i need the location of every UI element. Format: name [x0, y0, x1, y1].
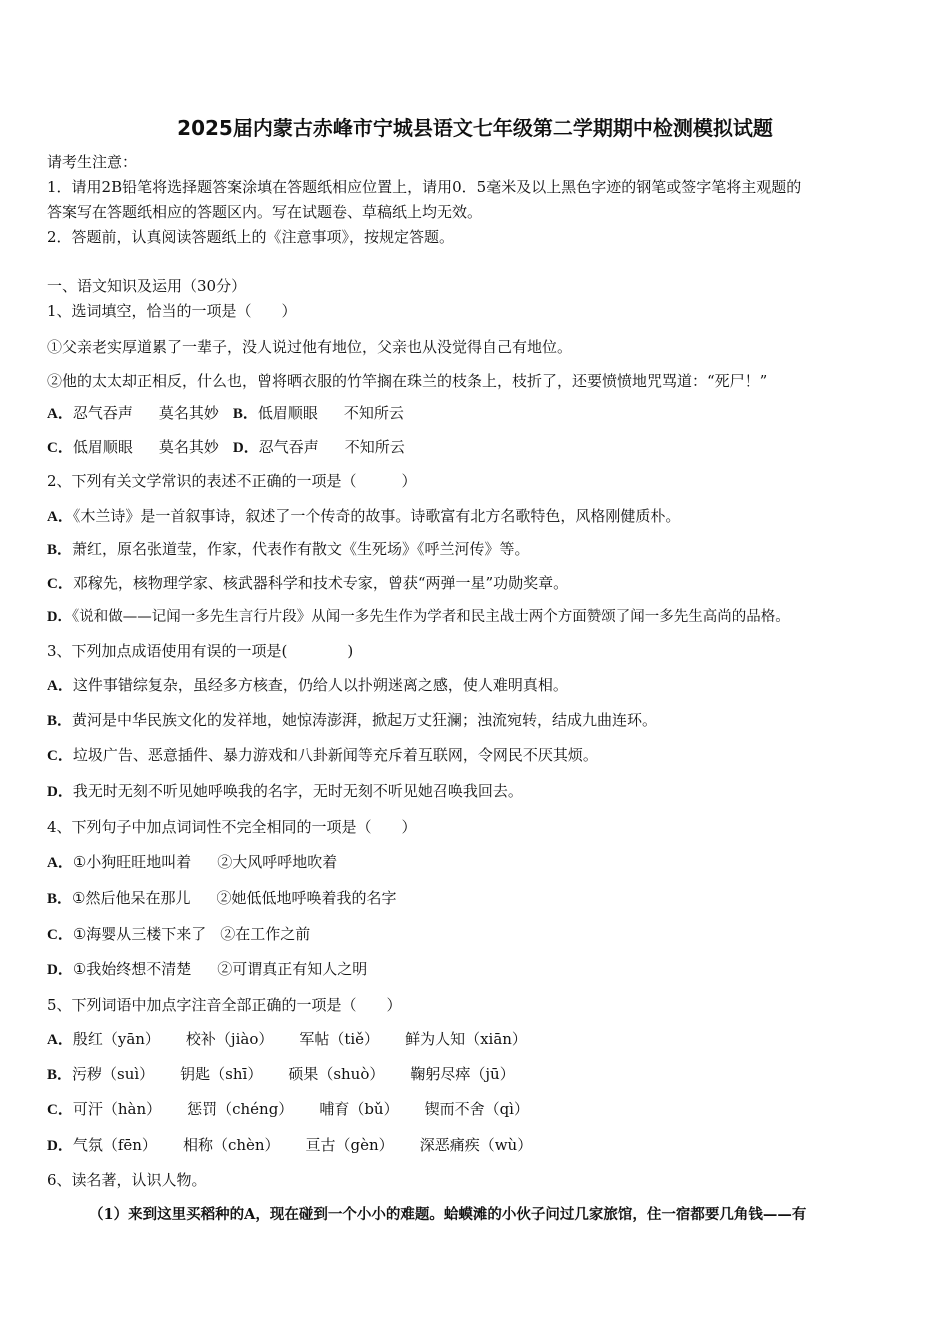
question-5-option-d — [47, 1135, 532, 1156]
option-letter: A． — [47, 1032, 73, 1048]
option-sentence-2: ②她低低地呼唤着我的名字 — [216, 889, 397, 907]
word: 硕果（shuò） — [288, 1065, 385, 1083]
option-d-word-1: 忍气吞声 — [258, 438, 319, 456]
option-text: 《说和做——记闻一多先生言行片段》从闻一多先生作为学者和民主战士两个方面赞颂了闻一多先生高尚的品格。 — [71, 609, 790, 625]
question-5-option-b — [47, 1064, 515, 1085]
question-4-option-d — [47, 959, 367, 980]
word: 鲜为人知（xiān） — [405, 1030, 527, 1048]
page-title: 2025届内蒙古赤峰市宁城县语文七年级第二学期期中检测模拟试题 — [177, 116, 773, 140]
option-text: 萧红，原名张道莹，作家，代表作有散文《生死场》《呼兰河传》等。 — [72, 540, 530, 558]
question-1-sentence-1: ①父亲老实厚道累了一辈子，没人说过他有地位，父亲也从没觉得自己有地位。 — [47, 338, 573, 356]
word: 校补（jiào） — [185, 1030, 274, 1048]
question-5-option-c — [47, 1099, 529, 1120]
word: 哺育（bǔ） — [319, 1100, 399, 1118]
option-text: 我无时无刻不听见她呼唤我的名字，无时无刻不听见她召唤我回去。 — [72, 782, 523, 800]
question-1-stem: 1、选词填空，恰当的一项是（ ） — [47, 302, 297, 320]
question-2-option-a — [47, 506, 680, 527]
word: 锲而不舍（qì） — [424, 1100, 529, 1118]
option-letter: A． — [47, 855, 73, 871]
question-3-option-b — [47, 710, 657, 731]
option-letter: C． — [47, 1102, 73, 1118]
option-text: 垃圾广告、恶意插件、暴力游戏和八卦新闻等充斥着互联网，令网民不厌其烦。 — [72, 746, 598, 764]
question-4-option-c — [47, 924, 310, 945]
question-2-option-d — [47, 607, 790, 627]
word: 亘古（gèn） — [305, 1136, 394, 1154]
word: 深恶痛疾（wù） — [419, 1136, 533, 1154]
question-5-stem: 5、下列词语中加点字注音全部正确的一项是（ ） — [47, 996, 402, 1014]
question-4-option-a — [47, 852, 337, 873]
question-3-stem: 3、下列加点成语使用有误的一项是( ) — [47, 642, 354, 660]
option-c-word-1: 低眉顺眼 — [72, 438, 133, 456]
question-1-option-ab — [47, 403, 404, 424]
option-letter: B． — [47, 713, 73, 729]
option-b-letter: B． — [232, 406, 258, 422]
option-text: 邓稼先，核物理学家、核武器科学和技术专家，曾获“两弹一星”功勋奖章。 — [72, 574, 569, 592]
option-text: 《木兰诗》是一首叙事诗，叙述了一个传奇的故事。诗歌富有北方名歌特色，风格刚健质朴。 — [72, 507, 681, 525]
notice-item-2: 2．答题前，认真阅读答题纸上的《注意事项》，按规定答题。 — [47, 228, 455, 246]
option-sentence-2: ②大风呼呼地吹着 — [217, 853, 338, 871]
question-2-option-c — [47, 573, 568, 594]
word: 惩罚（chéng） — [187, 1100, 294, 1118]
question-3-option-a — [47, 675, 568, 696]
word: 可汗（hàn） — [72, 1100, 162, 1118]
option-text: 黄河是中华民族文化的发祥地，她惊涛澎湃，掀起万丈狂澜；浊流宛转，结成九曲连环。 — [72, 711, 658, 729]
option-letter: A． — [47, 678, 73, 694]
question-3-option-c — [47, 745, 598, 766]
option-d-word-2: 不知所云 — [344, 438, 405, 456]
option-sentence-1: ①小狗旺旺地叫着 — [72, 853, 192, 871]
option-sentence-1: ①海婴从三楼下来了 — [72, 925, 207, 943]
option-sentence-1: ①然后他呆在那儿 — [72, 889, 191, 907]
notice-heading: 请考生注意： — [47, 153, 138, 171]
option-b-word-1: 低眉顺眼 — [257, 404, 318, 422]
option-d-letter: D． — [232, 440, 259, 456]
notice-item-1-line-1: 1．请用2B铅笔将选择题答案涂填在答题纸相应位置上，请用0．5毫米及以上黑色字迹的钢笔或签字笔将主观题的 — [47, 178, 802, 196]
word: 军帖（tiě） — [299, 1030, 380, 1048]
word: 气氛（fēn） — [72, 1136, 157, 1154]
option-b-word-2: 不知所云 — [343, 404, 404, 422]
option-sentence-1: ①我始终想不清楚 — [72, 960, 192, 978]
option-c-letter: C． — [47, 440, 73, 456]
word: 相称（chèn） — [182, 1136, 280, 1154]
question-3-option-d — [47, 781, 523, 802]
question-6-paragraph-1: （1）来到这里买稻种的A，现在碰到一个小小的难题。蛤蟆滩的小伙子问过几家旅馆，住一宿都要几角钱——有 — [89, 1206, 807, 1223]
option-a-letter: A． — [47, 406, 73, 422]
question-1-sentence-2: ②他的太太却正相反，什么也，曾将晒衣服的竹竿搁在珠兰的枝条上，枝折了，还要愤愤地咒骂道：“死尸！” — [47, 372, 768, 390]
option-letter: D． — [47, 962, 73, 978]
option-letter: C． — [47, 576, 73, 592]
option-text: 这件事错综复杂，虽经多方核查，仍给人以扑朔迷离之感，使人难明真相。 — [72, 676, 568, 694]
option-sentence-2: ②在工作之前 — [220, 925, 311, 943]
option-c-word-2: 莫名其妙 — [158, 438, 219, 456]
word: 殷红（yān） — [72, 1030, 160, 1048]
section-heading: 一、语文知识及运用（30分） — [47, 277, 247, 295]
option-letter: B． — [47, 1067, 73, 1083]
option-a-word-1: 忍气吞声 — [72, 404, 133, 422]
word: 污秽（suì） — [72, 1065, 155, 1083]
question-4-option-b — [47, 888, 396, 909]
notice-item-1-line-2: 答案写在答题纸相应的答题区内。写在试题卷、草稿纸上均无效。 — [47, 203, 483, 221]
option-letter: D． — [47, 609, 72, 625]
option-letter: D． — [47, 1138, 73, 1154]
option-letter: D． — [47, 784, 73, 800]
question-1-option-cd — [47, 437, 405, 458]
option-letter: C． — [47, 927, 73, 943]
option-letter: C． — [47, 748, 73, 764]
option-a-word-2: 莫名其妙 — [158, 404, 219, 422]
question-2-stem: 2、下列有关文学常识的表述不正确的一项是（ ） — [47, 472, 417, 490]
word: 钥匙（shī） — [180, 1065, 263, 1083]
option-letter: B． — [47, 542, 73, 558]
question-6-stem: 6、读名著，认识人物。 — [47, 1171, 207, 1189]
option-letter: B． — [47, 891, 73, 907]
word: 鞠躬尽瘁（jū） — [410, 1065, 515, 1083]
option-letter: A． — [47, 509, 73, 525]
question-4-stem: 4、下列句子中加点词词性不完全相同的一项是（ ） — [47, 818, 417, 836]
question-5-option-a — [47, 1029, 527, 1050]
question-2-option-b — [47, 539, 530, 560]
option-sentence-2: ②可谓真正有知人之明 — [217, 960, 368, 978]
